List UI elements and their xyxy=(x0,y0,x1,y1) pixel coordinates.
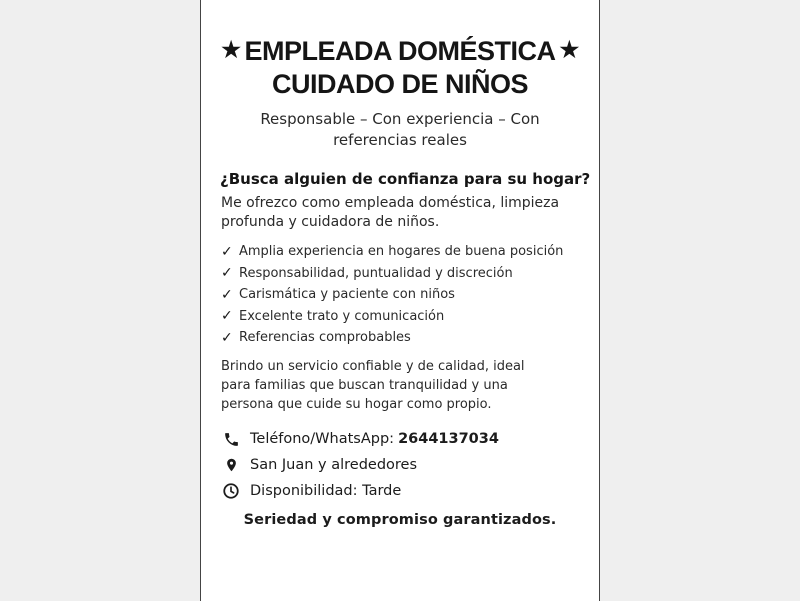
check-icon: ✓ xyxy=(221,308,233,325)
service-paragraph: Brindo un servicio confiable y de calidad, ideal para familias que buscan tranquilidad y una persona que cuide su hogar como propio. xyxy=(221,359,525,412)
feature-text: Responsabilidad, puntualidad y discreción xyxy=(239,265,513,281)
check-icon: ✓ xyxy=(221,329,233,346)
feature-text: Amplia experiencia en hogares de buena posición xyxy=(239,244,564,260)
availability-text: Disponibilidad: Tarde xyxy=(250,483,402,499)
title-text-1: EMPLEADA DOMÉSTICA xyxy=(244,36,556,66)
phone-number[interactable]: 2644137034 xyxy=(398,431,499,447)
phone-label: Teléfono/WhatsApp: xyxy=(250,431,395,447)
contact-list xyxy=(221,426,499,504)
ad-card xyxy=(200,0,600,601)
title-line-1 xyxy=(201,36,599,67)
location-text: San Juan y alrededores xyxy=(250,457,418,473)
list-item xyxy=(221,327,563,349)
check-icon: ✓ xyxy=(221,243,233,260)
list-item xyxy=(221,241,563,263)
list-item xyxy=(221,284,563,306)
location-pin-icon xyxy=(221,456,241,474)
feature-list xyxy=(221,241,563,349)
feature-text: Carismática y paciente con niños xyxy=(239,287,455,303)
question-heading: ¿Busca alguien de confianza para su hogar? xyxy=(220,170,591,188)
list-item xyxy=(221,306,563,328)
list-item xyxy=(221,263,563,285)
subtitle: Responsable – Con experiencia – Con referencias reales xyxy=(260,110,540,149)
star-icon: ★ xyxy=(559,37,579,62)
footer-tagline: Seriedad y compromiso garantizados. xyxy=(243,512,557,528)
feature-text: Excelente trato y comunicación xyxy=(239,308,445,324)
title-line-2: CUIDADO DE NIÑOS xyxy=(271,69,528,99)
phone-icon xyxy=(221,430,241,448)
feature-text: Referencias comprobables xyxy=(239,330,411,346)
intro-text: Me ofrezco como empleada doméstica, limpieza profunda y cuidadora de niños. xyxy=(221,195,560,230)
clock-icon xyxy=(221,482,241,500)
contact-phone xyxy=(221,426,499,452)
check-icon: ✓ xyxy=(221,286,233,303)
contact-location xyxy=(221,452,499,478)
contact-availability xyxy=(221,478,499,504)
star-icon: ★ xyxy=(221,37,241,62)
check-icon: ✓ xyxy=(221,265,233,282)
